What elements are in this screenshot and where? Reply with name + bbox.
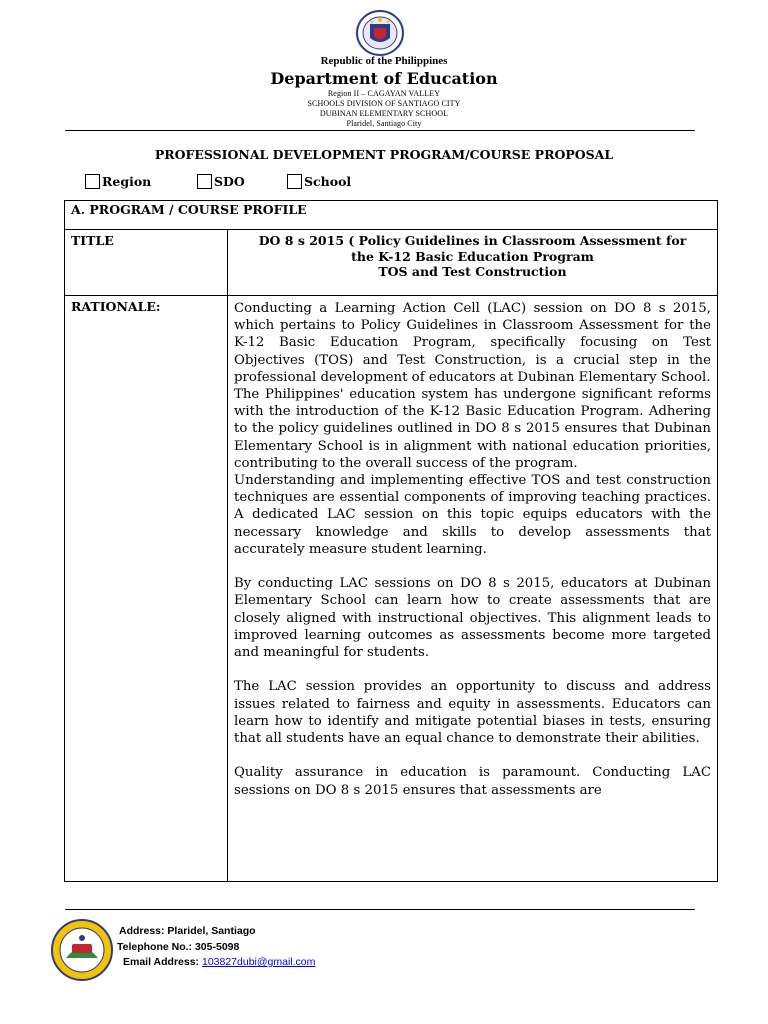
footer-email-row	[123, 956, 315, 968]
location-label: Plaridel, Santiago City	[346, 119, 422, 128]
rationale-paragraph: The LAC session provides an opportunity to discuss and address issues related to fairness and equity in assessments. Educators can learn how to identify and mitigate potential biases in tests, ensuring that all students have an equal chance to demonstrate their abilities.	[234, 679, 711, 747]
rationale-paragraph: Quality assurance in education is paramount. Conducting LAC sessions on DO 8 s 2015 ensures that assessments are	[234, 765, 711, 798]
section-a-heading: A. PROGRAM / COURSE PROFILE	[65, 201, 718, 230]
region-label: Region II – CAGAYAN VALLEY	[327, 89, 441, 98]
email-label: Email Address:	[123, 956, 200, 968]
checkbox-label: Region	[102, 174, 152, 189]
title-label: TITLE	[65, 230, 228, 296]
division-label: SCHOOLS DIVISION OF SANTIAGO CITY	[307, 99, 461, 108]
deped-seal-logo	[346, 10, 414, 56]
checkbox-label: SDO	[214, 174, 245, 189]
checkbox-school[interactable]	[287, 174, 351, 189]
rationale-text	[228, 296, 718, 882]
footer-address: Address: Plaridel, Santiago	[119, 925, 256, 937]
checkbox-sdo[interactable]	[197, 174, 245, 189]
program-profile-table	[64, 200, 718, 882]
header-divider	[65, 130, 695, 131]
email-link[interactable]: 103827dubi@gmail.com	[201, 956, 316, 968]
footer-divider	[65, 909, 695, 910]
footer-telephone: Telephone No.: 305-5098	[117, 941, 240, 953]
rationale-paragraph: Conducting a Learning Action Cell (LAC) session on DO 8 s 2015, which pertains to Policy Guidelines in Classroom Assessment for the K-12 Basic Education Program, specifically focusing on Test Objectives (TOS) and Test Construction, is a crucial step in the professional development of educators at Dubinan Elementary School.	[234, 301, 711, 385]
school-label: DUBINAN ELEMENTARY SCHOOL	[319, 109, 449, 118]
title-value	[228, 230, 718, 296]
checkbox-box[interactable]	[197, 174, 212, 189]
checkbox-box[interactable]	[287, 174, 302, 189]
department-title: Department of Education	[270, 69, 498, 88]
title-line: DO 8 s 2015 ( Policy Guidelines in Classroom Assessment for	[258, 233, 687, 248]
title-line: the K-12 Basic Education Program	[351, 248, 594, 264]
rationale-label: RATIONALE:	[65, 296, 228, 882]
republic-label: Republic of the Philippines	[320, 55, 448, 67]
document-title: PROFESSIONAL DEVELOPMENT PROGRAM/COURSE PROPOSAL	[154, 147, 614, 162]
checkbox-label: School	[304, 174, 352, 189]
checkbox-region[interactable]	[85, 174, 151, 189]
rationale-paragraph: Understanding and implementing effective TOS and test construction techniques are essential components of improving teaching practices. A dedicated LAC session on this topic equips educators with the necessary knowledge and skills to develop assessments that accurately measure student learning.	[234, 473, 711, 557]
school-logo	[50, 918, 114, 982]
rationale-paragraph: The Philippines' education system has undergone significant reforms with the introduction of the K-12 Basic Education Program. Adhering to the policy guidelines outlined in DO 8 s 2015 ensures that Dubinan Elementary School is in alignment with national education priorities, contributing to the overall success of the program.	[234, 387, 711, 471]
checkbox-box[interactable]	[85, 174, 100, 189]
rationale-paragraph: By conducting LAC sessions on DO 8 s 2015, educators at Dubinan Elementary School can learn how to create assessments that are closely aligned with instructional objectives. This alignment leads to improved learning outcomes as assessments become more targeted and meaningful for students.	[234, 576, 711, 661]
title-line: TOS and Test Construction	[378, 264, 567, 279]
